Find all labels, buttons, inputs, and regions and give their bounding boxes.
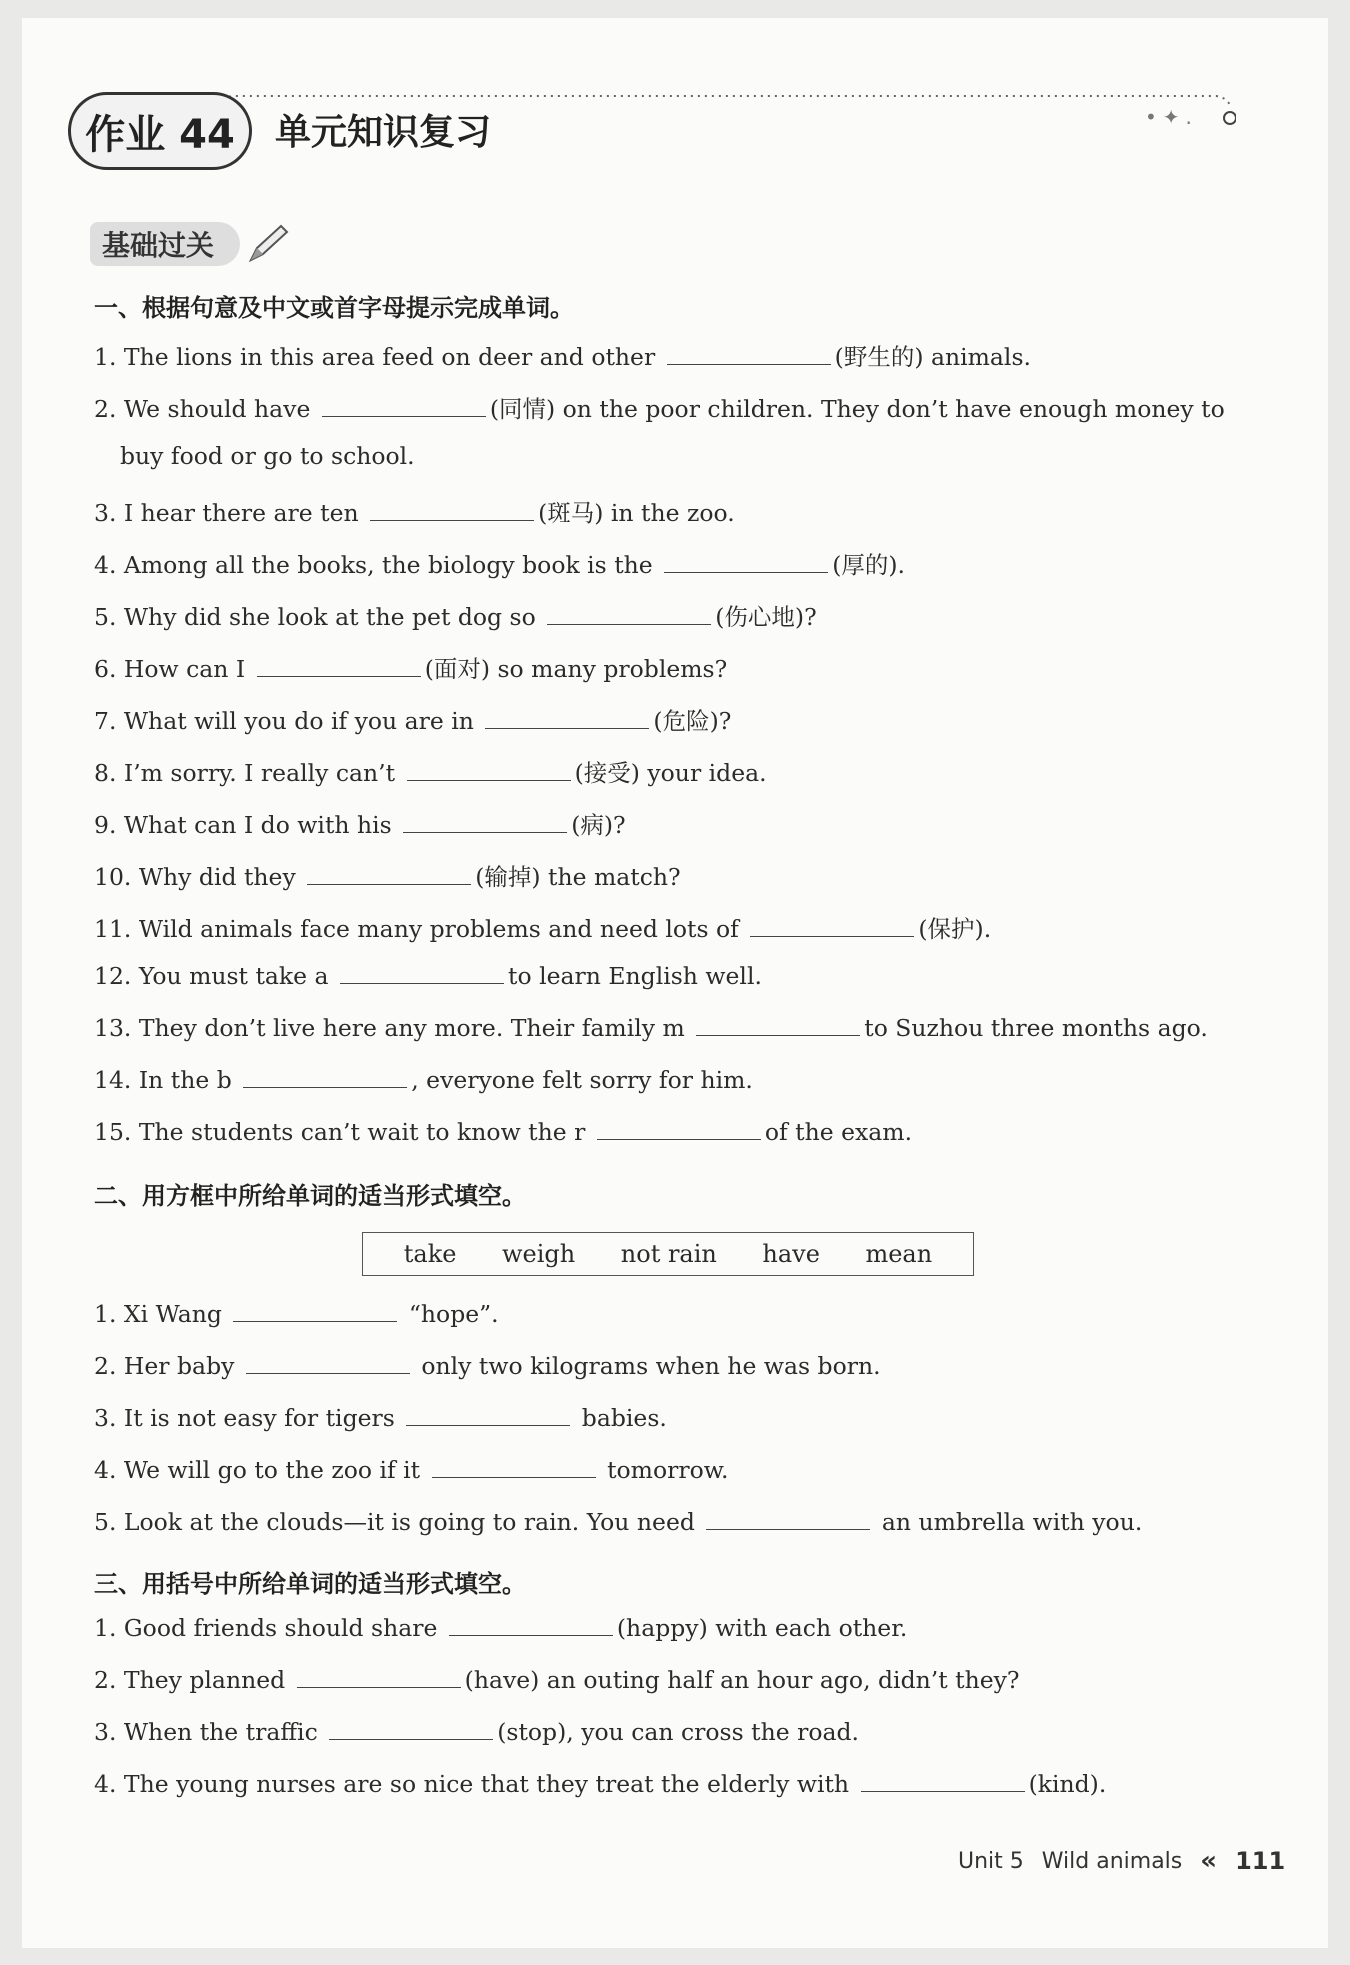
question-text: Look at the clouds—it is going to rain. You need bbox=[123, 1508, 695, 1536]
question-text: They planned bbox=[123, 1666, 286, 1694]
word-option: not rain bbox=[620, 1240, 717, 1268]
question-number: 5. bbox=[94, 1508, 117, 1536]
word-option: mean bbox=[865, 1240, 933, 1268]
question-number: 11. bbox=[94, 915, 132, 943]
question-number: 1. bbox=[94, 1614, 117, 1642]
answer-blank[interactable] bbox=[340, 963, 504, 984]
question-row bbox=[94, 962, 762, 990]
question-row bbox=[94, 1352, 881, 1380]
answer-blank[interactable] bbox=[322, 396, 486, 417]
question-row bbox=[94, 1066, 753, 1094]
answer-blank[interactable] bbox=[667, 344, 831, 365]
word-option: take bbox=[403, 1240, 457, 1268]
question-text: What can I do with his bbox=[123, 811, 392, 839]
word-option: weigh bbox=[502, 1240, 576, 1268]
question-text: The lions in this area feed on deer and other bbox=[123, 343, 656, 371]
pencil-icon bbox=[245, 222, 291, 266]
question-text: How can I bbox=[123, 655, 246, 683]
double-chevron-left-icon: « bbox=[1200, 1846, 1218, 1876]
question-text: When the traffic bbox=[123, 1718, 318, 1746]
question-number: 3. bbox=[94, 1718, 117, 1746]
page-footer bbox=[958, 1846, 1285, 1876]
question-row bbox=[94, 702, 731, 736]
question-text: They don’t live here any more. Their family m bbox=[138, 1014, 685, 1042]
answer-blank[interactable] bbox=[257, 656, 421, 677]
question-row bbox=[94, 1718, 859, 1746]
question-text: Why did they bbox=[138, 863, 296, 891]
section-tag: 基础过关 bbox=[90, 222, 240, 266]
answer-blank[interactable] bbox=[861, 1771, 1025, 1792]
question-text: Good friends should share bbox=[123, 1614, 438, 1642]
question-row bbox=[94, 1118, 912, 1146]
question-hint: babies. bbox=[581, 1404, 667, 1432]
answer-blank[interactable] bbox=[233, 1301, 397, 1322]
question-hint: of the exam. bbox=[764, 1118, 913, 1146]
part2-title: 二、用方框中所给单词的适当形式填空。 bbox=[94, 1182, 526, 1210]
word-option: have bbox=[762, 1240, 820, 1268]
question-number: 8. bbox=[94, 759, 117, 787]
question-row bbox=[94, 858, 681, 892]
question-hint: (stop), you can cross the road. bbox=[497, 1718, 859, 1746]
question-row bbox=[94, 546, 905, 580]
question-text: What will you do if you are in bbox=[123, 707, 474, 735]
question-text: buy food or go to school. bbox=[120, 442, 415, 470]
question-hint: (have) an outing half an hour ago, didn’t they? bbox=[464, 1666, 1020, 1694]
question-text: Why did she look at the pet dog so bbox=[123, 603, 536, 631]
part3-title: 三、用括号中所给单词的适当形式填空。 bbox=[94, 1570, 526, 1598]
question-hint: (接受) your idea. bbox=[574, 759, 767, 787]
question-text: We should have bbox=[123, 395, 311, 423]
answer-blank[interactable] bbox=[407, 760, 571, 781]
question-text: The young nurses are so nice that they treat the elderly with bbox=[123, 1770, 850, 1798]
question-number: 2. bbox=[94, 1352, 117, 1380]
answer-blank[interactable] bbox=[329, 1719, 493, 1740]
question-row-continued bbox=[120, 442, 415, 470]
answer-blank[interactable] bbox=[664, 552, 828, 573]
word-box bbox=[362, 1232, 974, 1276]
question-text: The students can’t wait to know the r bbox=[138, 1118, 586, 1146]
answer-blank[interactable] bbox=[696, 1015, 860, 1036]
question-text: In the b bbox=[138, 1066, 232, 1094]
question-row bbox=[94, 1300, 499, 1328]
question-number: 2. bbox=[94, 1666, 117, 1694]
question-number: 5. bbox=[94, 603, 117, 631]
question-text: Xi Wang bbox=[123, 1300, 222, 1328]
question-hint: (同情) on the poor children. They don’t have enough money to bbox=[489, 395, 1225, 423]
question-row bbox=[94, 1614, 907, 1642]
question-hint: “hope”. bbox=[408, 1300, 499, 1328]
question-hint: tomorrow. bbox=[607, 1456, 729, 1484]
question-row bbox=[94, 1014, 1208, 1042]
part1-title: 一、根据句意及中文或首字母提示完成单词。 bbox=[94, 294, 574, 322]
question-row bbox=[94, 390, 1225, 424]
question-row bbox=[94, 910, 991, 944]
question-number: 4. bbox=[94, 1770, 117, 1798]
question-row bbox=[94, 754, 767, 788]
answer-blank[interactable] bbox=[307, 864, 471, 885]
question-number: 1. bbox=[94, 343, 117, 371]
question-number: 9. bbox=[94, 811, 117, 839]
answer-blank[interactable] bbox=[370, 500, 534, 521]
question-row bbox=[94, 1456, 729, 1484]
question-row bbox=[94, 806, 626, 840]
question-hint: (kind). bbox=[1028, 1770, 1107, 1798]
question-number: 13. bbox=[94, 1014, 132, 1042]
question-hint: an umbrella with you. bbox=[881, 1508, 1143, 1536]
question-number: 3. bbox=[94, 499, 117, 527]
question-hint: (斑马) in the zoo. bbox=[538, 499, 735, 527]
question-hint: (厚的). bbox=[832, 551, 905, 579]
question-text: I’m sorry. I really can’t bbox=[123, 759, 396, 787]
page-number: 111 bbox=[1235, 1847, 1286, 1875]
question-hint: only two kilograms when he was born. bbox=[421, 1352, 881, 1380]
question-row bbox=[94, 1770, 1106, 1798]
footer-unit-title: Wild animals bbox=[1041, 1848, 1183, 1874]
question-text: Wild animals face many problems and need lots of bbox=[138, 915, 739, 943]
answer-blank[interactable] bbox=[750, 916, 914, 937]
question-row bbox=[94, 1666, 1020, 1694]
question-row bbox=[94, 650, 727, 684]
question-hint: (happy) with each other. bbox=[616, 1614, 908, 1642]
answer-blank[interactable] bbox=[449, 1615, 613, 1636]
question-number: 6. bbox=[94, 655, 117, 683]
question-hint: (面对) so many problems? bbox=[424, 655, 728, 683]
question-number: 14. bbox=[94, 1066, 132, 1094]
question-number: 2. bbox=[94, 395, 117, 423]
question-number: 10. bbox=[94, 863, 132, 891]
question-hint: , everyone felt sorry for him. bbox=[411, 1066, 753, 1094]
question-number: 4. bbox=[94, 1456, 117, 1484]
question-hint: to Suzhou three months ago. bbox=[864, 1014, 1208, 1042]
question-hint: (保护). bbox=[918, 915, 992, 943]
question-hint: (危险)? bbox=[653, 707, 732, 735]
footer-unit: Unit 5 bbox=[958, 1848, 1024, 1874]
answer-blank[interactable] bbox=[403, 812, 567, 833]
answer-blank[interactable] bbox=[432, 1457, 596, 1478]
answer-blank[interactable] bbox=[406, 1405, 570, 1426]
question-text: Among all the books, the biology book is the bbox=[123, 551, 653, 579]
question-row bbox=[94, 1508, 1142, 1536]
question-hint: (病)? bbox=[571, 811, 626, 839]
question-row bbox=[94, 338, 1031, 372]
answer-blank[interactable] bbox=[485, 708, 649, 729]
answer-blank[interactable] bbox=[246, 1353, 410, 1374]
question-hint: (伤心地)? bbox=[715, 603, 817, 631]
question-number: 1. bbox=[94, 1300, 117, 1328]
answer-blank[interactable] bbox=[243, 1067, 407, 1088]
answer-blank[interactable] bbox=[597, 1119, 761, 1140]
question-number: 4. bbox=[94, 551, 117, 579]
answer-blank[interactable] bbox=[547, 604, 711, 625]
question-hint: to learn English well. bbox=[508, 962, 762, 990]
question-row bbox=[94, 494, 735, 528]
question-text: I hear there are ten bbox=[123, 499, 359, 527]
question-hint: (输掉) the match? bbox=[475, 863, 681, 891]
question-number: 15. bbox=[94, 1118, 132, 1146]
answer-blank[interactable] bbox=[706, 1509, 870, 1530]
question-text: We will go to the zoo if it bbox=[123, 1456, 421, 1484]
homework-number-badge: 作业 44 bbox=[68, 92, 252, 170]
question-text: You must take a bbox=[138, 962, 329, 990]
question-number: 7. bbox=[94, 707, 117, 735]
question-row bbox=[94, 1404, 667, 1432]
question-number: 3. bbox=[94, 1404, 117, 1432]
question-number: 12. bbox=[94, 962, 132, 990]
question-text: Her baby bbox=[123, 1352, 235, 1380]
question-hint: (野生的) animals. bbox=[834, 343, 1031, 371]
page-title: 单元知识复习 bbox=[275, 112, 492, 153]
answer-blank[interactable] bbox=[297, 1667, 461, 1688]
question-row bbox=[94, 598, 817, 632]
question-text: It is not easy for tigers bbox=[123, 1404, 395, 1432]
sparkle-decoration-icon: •✦. bbox=[1145, 105, 1198, 129]
